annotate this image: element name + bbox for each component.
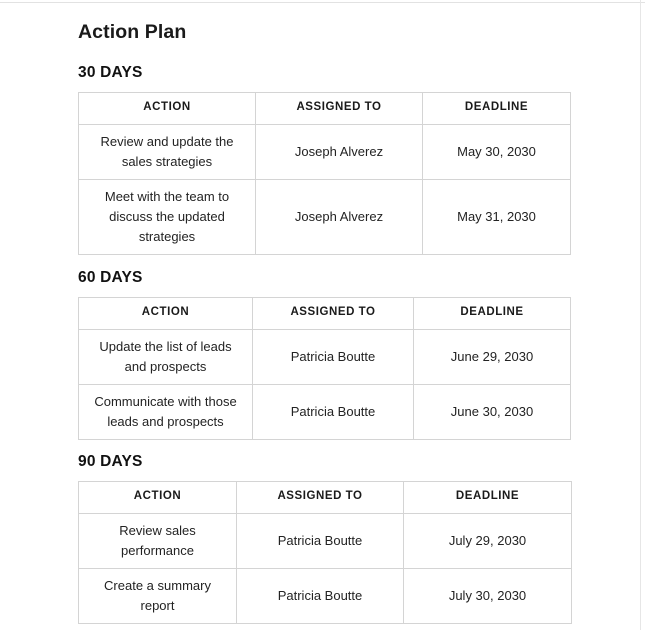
table-row bbox=[79, 568, 572, 623]
cell-deadline: June 29, 2030 bbox=[414, 329, 571, 384]
cell-deadline: June 30, 2030 bbox=[414, 384, 571, 439]
cell-deadline: May 30, 2030 bbox=[423, 124, 571, 179]
cell-deadline: July 29, 2030 bbox=[404, 513, 572, 568]
table-row bbox=[79, 513, 572, 568]
cell-assigned: Joseph Alverez bbox=[256, 124, 423, 179]
column-header-deadline: DEADLINE bbox=[414, 297, 571, 329]
cell-action: Communicate with those leads and prospects bbox=[79, 384, 253, 439]
table-row bbox=[79, 329, 571, 384]
column-header-action: ACTION bbox=[79, 481, 237, 513]
cell-assigned: Patricia Boutte bbox=[237, 568, 404, 623]
column-header-assigned: ASSIGNED TO bbox=[253, 297, 414, 329]
cell-action: Update the list of leads and prospects bbox=[79, 329, 253, 384]
cell-action: Review sales performance bbox=[79, 513, 237, 568]
column-header-action: ACTION bbox=[79, 297, 253, 329]
cell-assigned: Patricia Boutte bbox=[253, 384, 414, 439]
page-right-edge bbox=[640, 0, 641, 630]
table-row bbox=[79, 179, 571, 254]
action-plan-table bbox=[78, 481, 572, 625]
table-row bbox=[79, 124, 571, 179]
column-header-assigned: ASSIGNED TO bbox=[256, 92, 423, 124]
column-header-deadline: DEADLINE bbox=[404, 481, 572, 513]
section-heading: 60 DAYS bbox=[78, 269, 143, 286]
action-plan-table bbox=[78, 92, 571, 256]
section-30-days bbox=[78, 64, 571, 255]
cell-assigned: Joseph Alverez bbox=[256, 179, 423, 254]
table-row bbox=[79, 384, 571, 439]
section-60-days bbox=[78, 269, 571, 440]
cell-deadline: July 30, 2030 bbox=[404, 568, 572, 623]
column-header-deadline: DEADLINE bbox=[423, 92, 571, 124]
section-90-days bbox=[78, 453, 572, 624]
column-header-assigned: ASSIGNED TO bbox=[237, 481, 404, 513]
table-header-row bbox=[79, 92, 571, 124]
section-heading: 30 DAYS bbox=[78, 64, 143, 81]
cell-action: Meet with the team to discuss the updated strategies bbox=[79, 179, 256, 254]
cell-assigned: Patricia Boutte bbox=[237, 513, 404, 568]
table-header-row bbox=[79, 297, 571, 329]
cell-assigned: Patricia Boutte bbox=[253, 329, 414, 384]
section-heading: 90 DAYS bbox=[78, 453, 143, 470]
page-top-edge bbox=[0, 2, 645, 3]
column-header-action: ACTION bbox=[79, 92, 256, 124]
page-title: Action Plan bbox=[78, 21, 187, 43]
cell-action: Create a summary report bbox=[79, 568, 237, 623]
cell-deadline: May 31, 2030 bbox=[423, 179, 571, 254]
cell-action: Review and update the sales strategies bbox=[79, 124, 256, 179]
action-plan-table bbox=[78, 297, 571, 441]
table-header-row bbox=[79, 481, 572, 513]
